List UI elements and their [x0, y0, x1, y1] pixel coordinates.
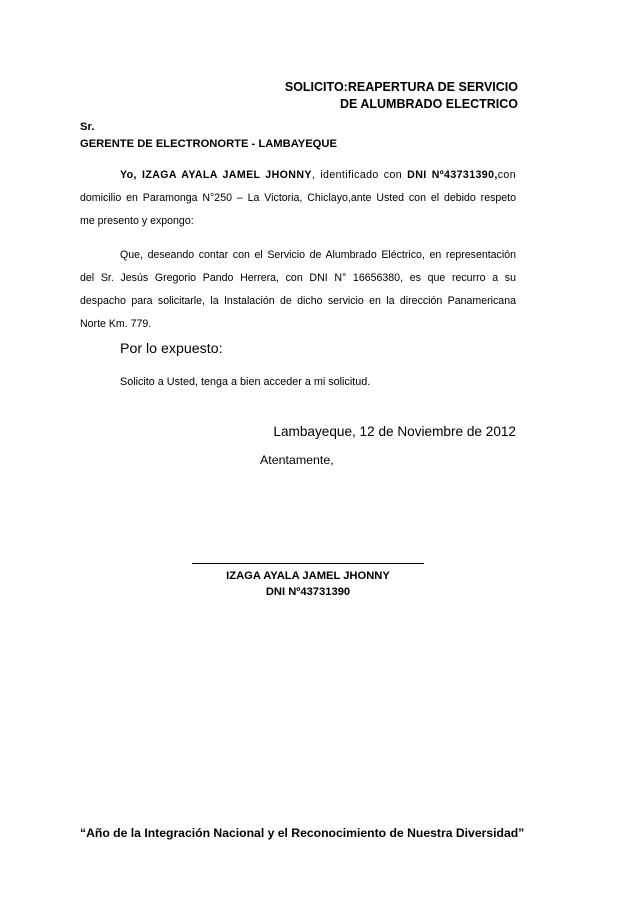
addressee-name: GERENTE DE ELECTRONORTE - LAMBAYEQUE [80, 138, 337, 150]
intro-line-1 [80, 164, 516, 187]
body-paragraph [80, 244, 516, 336]
signature-block [192, 568, 424, 600]
body-line-4: Norte Km. 779. [80, 318, 152, 330]
intro-middle: , identificado con [311, 169, 408, 181]
addressee-salutation: Sr. [80, 121, 95, 133]
addressee [80, 119, 337, 153]
date-place: Lambayeque, 12 de Noviembre de 2012 [273, 424, 516, 439]
subject-line-2: DE ALUMBRADO ELECTRICO [339, 97, 518, 111]
intro-line-3: me presento y expongo: [80, 215, 194, 227]
applicant-name: IZAGA AYALA JAMEL JHONNY [142, 169, 312, 181]
intro-line-2: domicilio en Paramonga N°250 – La Victoria, Chiclayo,ante Usted con el debido respeto [80, 192, 516, 204]
intro-suffix: con [497, 169, 516, 181]
intro-prefix: Yo, [120, 169, 142, 181]
subject-heading [285, 79, 518, 113]
body-line-1: Que, deseando contar con el Servicio de Alumbrado Eléctrico, en representación [120, 249, 516, 261]
year-motto: “Año de la Integración Nacional y el Reconocimiento de Nuestra Diversidad” [80, 826, 525, 840]
request-sentence: Solicito a Usted, tenga a bien acceder a mi solicitud. [120, 376, 371, 388]
signature-line [192, 563, 424, 564]
regards: Atentamente, [260, 453, 334, 467]
closing-phrase: Por lo expuesto: [120, 341, 223, 357]
body-line-3: despacho para solicitarle, la Instalación de dicho servicio en la dirección Panamericana [80, 295, 516, 307]
signature-dni: DNI Nº43731390 [265, 586, 351, 598]
body-line-2: del Sr. Jesús Gregorio Pando Herrera, con DNI N° 16656380, es que recurro a su [80, 272, 516, 284]
subject-line-1: SOLICITO:REAPERTURA DE SERVICIO [284, 80, 518, 94]
intro-paragraph [80, 164, 516, 233]
applicant-dni: DNI Nº43731390, [407, 169, 498, 181]
signature-name: IZAGA AYALA JAMEL JHONNY [226, 570, 390, 582]
